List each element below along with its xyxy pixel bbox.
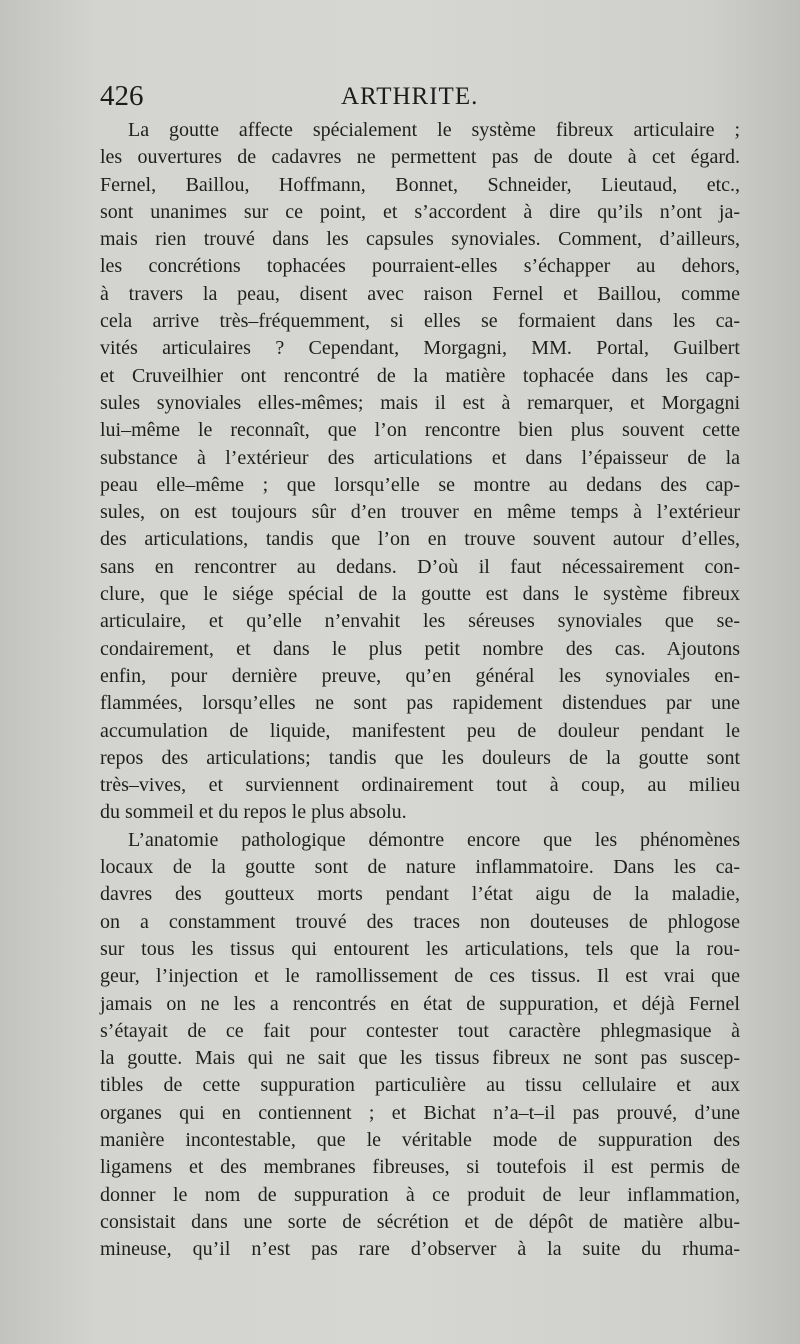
text-line: vités articulaires ? Cependant, Morgagni, MM. Portal, Guilbert	[100, 337, 740, 360]
paragraph	[100, 827, 740, 1264]
text-line: sur tous les tissus qui entourent les articulations, tels que la rou-	[100, 937, 740, 960]
text-line: du sommeil et du repos le plus absolu.	[100, 801, 407, 824]
text-line: ligamens et des membranes fibreuses, si toutefois il est permis de	[100, 1156, 740, 1179]
running-title: ARTHRITE.	[341, 83, 479, 110]
text-line: sules, on est toujours sûr d’en trouver en même temps à l’extérieur	[100, 501, 740, 524]
text-line: les ouvertures de cadavres ne permettent pas de doute à cet égard.	[100, 146, 740, 169]
text-line: et Cruveilhier ont rencontré de la matière tophacée dans les cap-	[100, 364, 740, 387]
text-line: peau elle–même ; que lorsqu’elle se montre au dedans des cap-	[100, 473, 740, 496]
text-line: tibles de cette suppuration particulière au tissu cellulaire et aux	[100, 1074, 740, 1097]
page-number: 426	[100, 80, 144, 112]
text-line: accumulation de liquide, manifestent peu de douleur pendant le	[100, 719, 740, 742]
text-line: mais rien trouvé dans les capsules synoviales. Comment, d’ailleurs,	[100, 228, 740, 251]
text-line: substance à l’extérieur des articulations et dans l’épaisseur de la	[100, 446, 740, 469]
paragraph	[100, 117, 740, 827]
text-line: sans en rencontrer au dedans. D’où il faut nécessairement con-	[100, 555, 740, 578]
text-line: s’étayait de ce fait pour contester tout caractère phlegmasique à	[100, 1019, 740, 1042]
text-line: lui–même le reconnaît, que l’on rencontre bien plus souvent cette	[100, 419, 740, 442]
text-line: L’anatomie pathologique démontre encore que les phénomènes	[128, 828, 740, 851]
text-line: donner le nom de suppuration à ce produit de leur inflammation,	[100, 1183, 740, 1206]
text-line: articulaire, et qu’elle n’envahit les séreuses synoviales que se-	[100, 610, 740, 633]
text-line: à travers la peau, disent avec raison Fernel et Baillou, comme	[100, 282, 740, 305]
text-line: La goutte affecte spécialement le système fibreux articulaire ;	[128, 119, 740, 141]
text-line: on a constamment trouvé des traces non douteuses de phlogose	[100, 910, 740, 933]
text-line: Fernel, Baillou, Hoffmann, Bonnet, Schneider, Lieutaud, etc.,	[100, 173, 740, 196]
running-head	[100, 78, 740, 118]
text-line: la goutte. Mais qui ne sait que les tissus fibreux ne sont pas suscep-	[100, 1047, 740, 1070]
text-line: les concrétions tophacées pourraient-elles s’échapper au dehors,	[100, 255, 740, 278]
text-line: consistait dans une sorte de sécrétion et de dépôt de matière albu-	[100, 1210, 740, 1233]
text-line: très–vives, et surviennent ordinairement tout à coup, au milieu	[100, 774, 740, 797]
text-line: organes qui en contiennent ; et Bichat n’a–t–il pas prouvé, d’une	[100, 1101, 740, 1124]
text-line: jamais on ne les a rencontrés en état de suppuration, et déjà Fernel	[100, 992, 740, 1015]
text-line: davres des goutteux morts pendant l’état aigu de la maladie,	[100, 883, 740, 906]
text-line: enfin, pour dernière preuve, qu’en général les synoviales en-	[100, 664, 740, 687]
text-line: des articulations, tandis que l’on en trouve souvent autour d’elles,	[100, 528, 740, 551]
text-line: mineuse, qu’il n’est pas rare d’observer à la suite du rhuma-	[100, 1238, 740, 1261]
text-line: sont unanimes sur ce point, et s’accordent à dire qu’ils n’ont ja-	[100, 200, 740, 223]
text-line: geur, l’injection et le ramollissement de ces tissus. Il est vrai que	[100, 965, 740, 988]
text-line: condairement, et dans le plus petit nombre des cas. Ajoutons	[100, 637, 740, 660]
text-line: sules synoviales elles-mêmes; mais il est à remarquer, et Morgagni	[100, 391, 740, 414]
text-line: manière incontestable, que le véritable mode de suppuration des	[100, 1128, 740, 1151]
text-line: repos des articulations; tandis que les douleurs de la goutte sont	[100, 746, 740, 769]
text-line: flammées, lorsqu’elles ne sont pas rapidement distendues par une	[100, 692, 740, 715]
text-line: locaux de la goutte sont de nature inflammatoire. Dans les ca-	[100, 856, 740, 879]
text-line: cela arrive très–fréquemment, si elles se formaient dans les ca-	[100, 310, 740, 333]
body-text	[100, 117, 740, 1263]
text-line: clure, que le siége spécial de la goutte est dans le système fibreux	[100, 583, 740, 606]
